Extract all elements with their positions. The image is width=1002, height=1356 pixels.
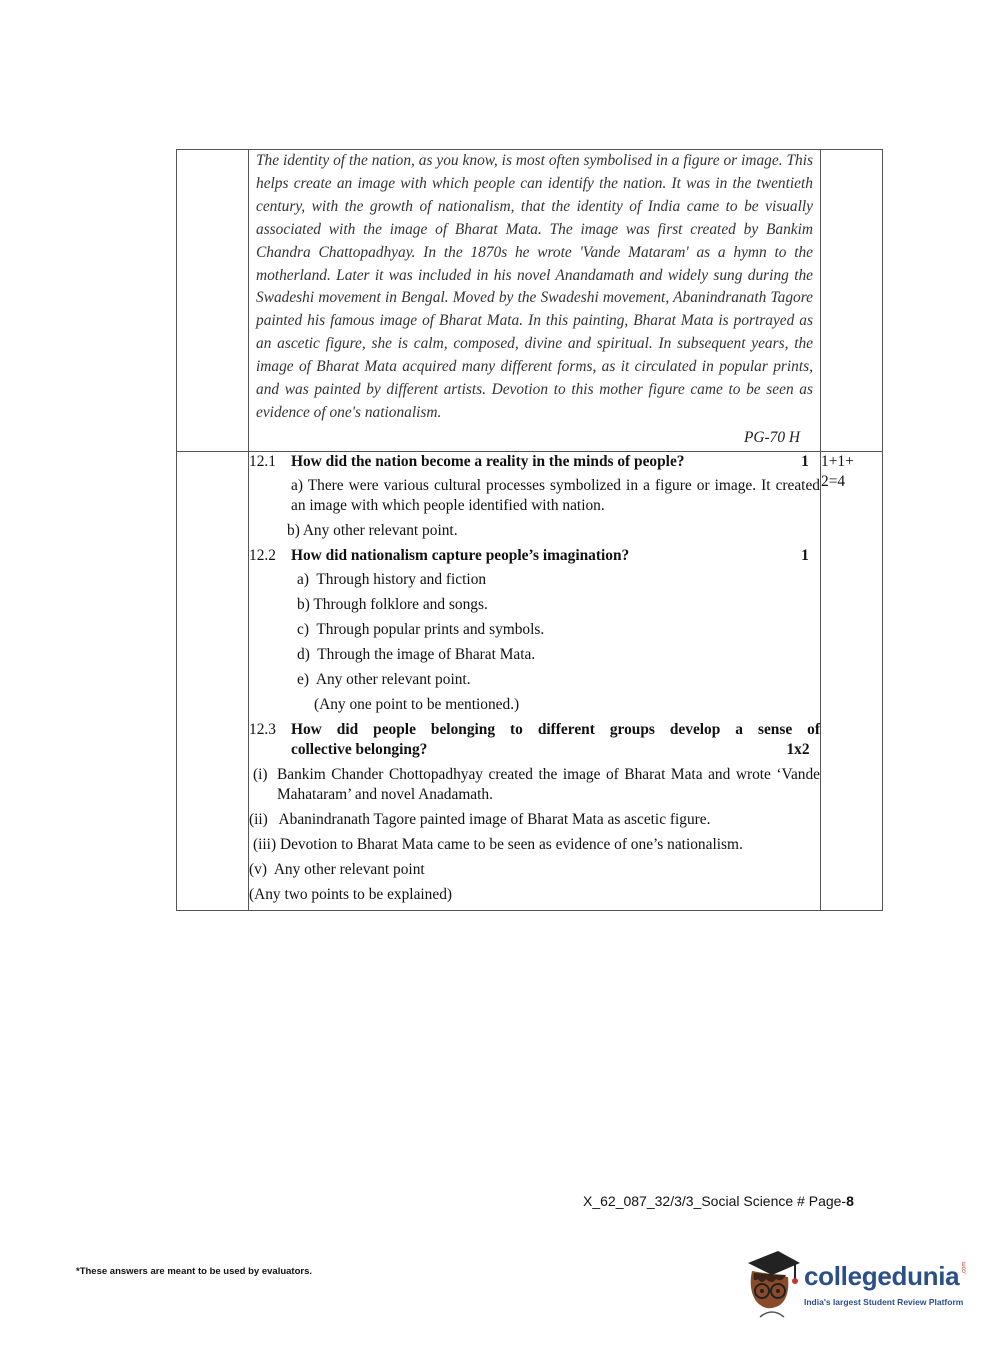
question-text: How did people belonging to different groups develop a sense of <box>291 720 820 738</box>
passage-text: The identity of the nation, as you know, is most often symbolised in a figure or image. This helps create an image with which people can identify the nation. It was in the twentieth century, with the growth of nationalism, that the identity of India came to be visually associated with the image of Bharat Mata. The image was first created by Bankim Chandra Chattopadhyay. In the 1870s he wrote 'Vande Mataram' as a hymn to the motherland. Later it was included in his novel Anandamath and widely sung during the Swadeshi movement in Bengal. Moved by the Swadeshi movement, Abanindranath Tagore painted his famous image of Bharat Mata. In this painting, Bharat Mata is portrayed as an ascetic figure, she is calm, composed, divine and spiritual. In subsequent years, the image of Bharat Mata acquired many different forms, as it circulated in popular prints, and was painted by different artists. Devotion to this mother figure came to be seen as evidence of one's nationalism. <box>256 152 813 421</box>
disclaimer: *These answers are meant to be used by evaluators. <box>76 1266 313 1277</box>
passage-cell <box>249 150 821 452</box>
answer-b: b) Any other relevant point. <box>287 521 458 539</box>
answer-note: (Any two points to be explained) <box>249 885 453 903</box>
footer-code: X_62_087_32/3/3_Social Science # Page- <box>583 1193 847 1209</box>
question-text-cont: collective belonging? <box>291 740 428 758</box>
marks-cell-empty <box>821 150 883 452</box>
marks-cell <box>821 451 883 910</box>
logo-suffix: .com <box>961 1261 968 1275</box>
list-item: (iii) Devotion to Bharat Mata came to be seen as evidence of one’s nationalism. <box>253 835 743 853</box>
page-number: 8 <box>846 1193 854 1209</box>
marks-total-line1: 1+1+ <box>821 452 854 470</box>
question-12-3 <box>249 720 820 760</box>
answers-cell <box>249 451 821 910</box>
list-item: (ii) Abanindranath Tagore painted image of Bharat Mata as ascetic figure. <box>249 810 711 828</box>
marking-scheme-table <box>176 149 883 911</box>
question-text: How did nationalism capture people’s imagination? <box>291 546 630 564</box>
question-text: How did the nation become a reality in the minds of people? <box>291 452 685 470</box>
answer-note: (Any one point to be mentioned.) <box>314 695 520 713</box>
logo-tagline: India's largest Student Review Platform <box>804 1297 964 1307</box>
page-footer <box>583 1193 854 1209</box>
list-item: c) Through popular prints and symbols. <box>297 620 545 638</box>
question-marks: 1x2 <box>786 740 810 758</box>
question-marks: 1 <box>801 546 809 564</box>
answers-row <box>177 451 883 910</box>
list-item: d) Through the image of Bharat Mata. <box>297 645 536 663</box>
question-number: 12.2 <box>249 546 276 564</box>
list-item: (v) Any other relevant point <box>249 860 425 878</box>
passage-row <box>177 150 883 452</box>
answer-a: a) There were various cultural processes symbolized in a figure or image. It created an image with which people identified with nation. <box>291 476 820 514</box>
question-12-2 <box>249 546 820 566</box>
list-item: e) Any other relevant point. <box>297 670 471 688</box>
list-item: (i) Bankim Chander Chottopadhyay created the image of Bharat Mata and wrote ‘Vande Mahataram’ and novel Anadamath. <box>253 765 820 803</box>
list-item: a) Through history and fiction <box>297 570 487 588</box>
question-number: 12.3 <box>249 720 276 738</box>
question-number: 12.1 <box>249 452 276 470</box>
list-item: b) Through folklore and songs. <box>297 595 488 613</box>
logo-wordmark: collegedunia <box>804 1261 960 1291</box>
page-reference: PG-70 H <box>744 428 800 446</box>
question-12-1 <box>249 452 820 472</box>
mascot-icon <box>742 1249 804 1319</box>
collegedunia-logo <box>742 1249 970 1319</box>
serial-cell <box>177 451 249 910</box>
serial-cell <box>177 150 249 452</box>
marks-total-line2: 2=4 <box>821 472 846 490</box>
question-marks: 1 <box>801 452 809 470</box>
